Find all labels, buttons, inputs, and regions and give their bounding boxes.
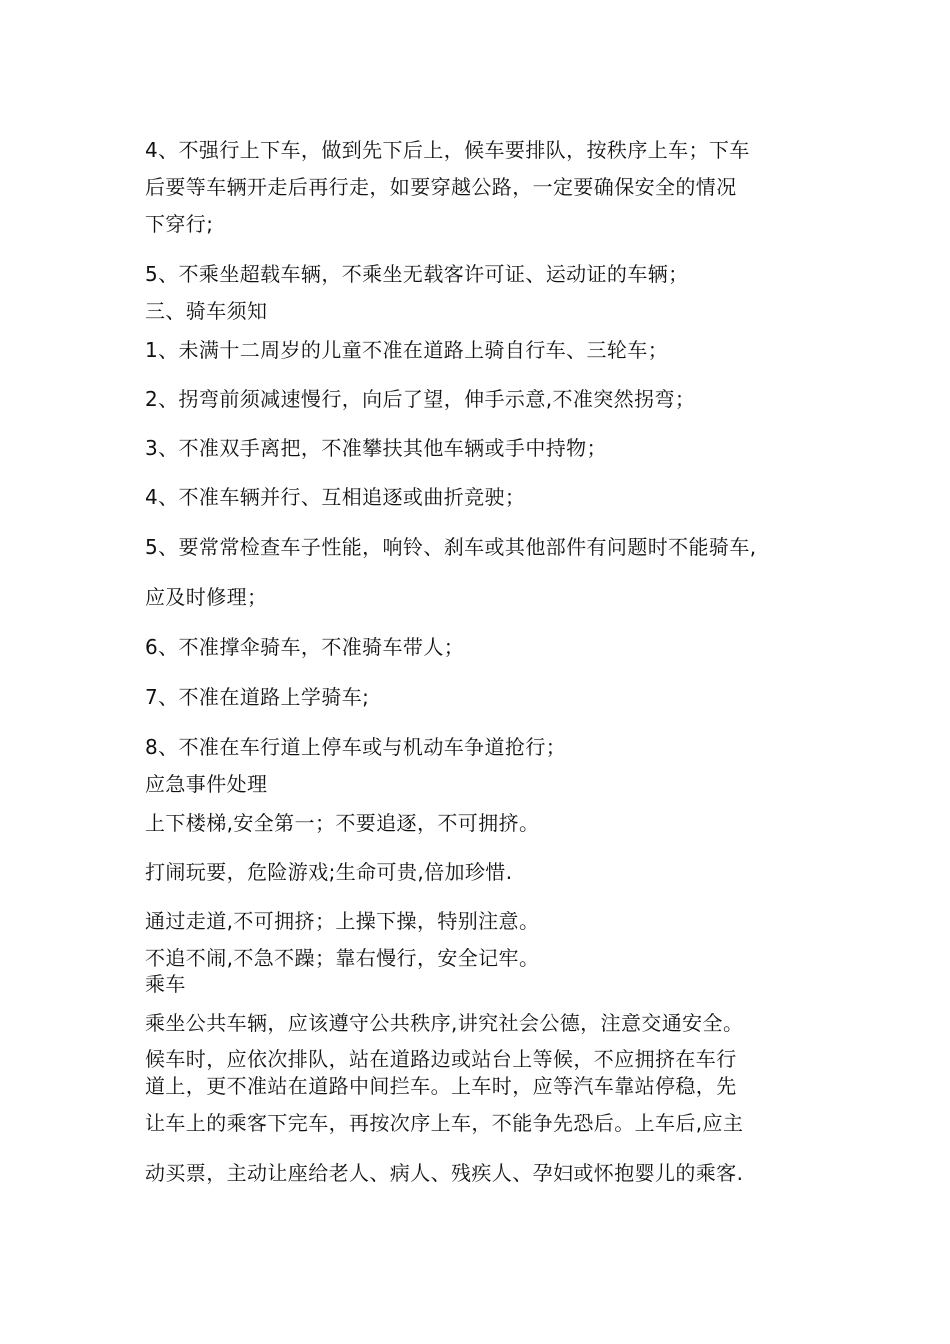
text-line: 4、不强行上下车，做到先下后上，候车要排队，按秩序上车；下车 <box>145 138 750 162</box>
text-line: 上下楼梯,安全第一；不要追逐，不可拥挤。 <box>145 811 540 835</box>
text-line: 不追不闹,不急不躁；靠右慢行，安全记牢。 <box>145 946 540 970</box>
text-line: 下穿行; <box>145 212 214 236</box>
text-line: 动买票，主动让座给老人、病人、残疾人、孕妇或怀抱婴儿的乘客. <box>145 1161 744 1185</box>
text-line: 3、不准双手离把，不准攀扶其他车辆或手中持物； <box>145 436 607 460</box>
text-line: 通过走道,不可拥挤；上操下操，特别注意。 <box>145 909 540 933</box>
text-line: 5、要常常检查车子性能，响铃、刹车或其他部件有问题时不能骑车, <box>145 535 757 559</box>
section-heading: 三、骑车须知 <box>145 299 268 323</box>
text-line: 候车时，应依次排队，站在道路边或站台上等候，不应拥挤在车行 <box>145 1047 737 1071</box>
text-line: 8、不准在车行道上停车或与机动车争道抢行； <box>145 735 567 759</box>
text-line: 让车上的乘客下完车，再按次序上车，不能争先恐后。上车后,应主 <box>145 1111 744 1135</box>
text-line: 道上，更不准站在道路中间拦车。上车时，应等汽车靠站停稳，先 <box>145 1074 737 1098</box>
text-line: 2、拐弯前须减速慢行，向后了望，伸手示意,不准突然拐弯； <box>145 387 696 411</box>
section-heading: 应急事件处理 <box>145 772 268 796</box>
text-line: 后要等车辆开走后再行走，如要穿越公路，一定要确保安全的情况 <box>145 175 737 199</box>
text-line: 乘坐公共车辆，应该遵守公共秩序,讲究社会公德，注意交通安全。 <box>145 1011 744 1035</box>
text-line: 4、不准车辆并行、互相追逐或曲折竞驶； <box>145 485 526 509</box>
text-line: 1、未满十二周岁的儿童不准在道路上骑自行车、三轮车； <box>145 338 669 362</box>
section-heading: 乘车 <box>145 972 186 996</box>
text-line: 6、不准撑伞骑车，不准骑车带人； <box>145 635 465 659</box>
text-line: 5、不乘坐超载车辆，不乘坐无载客许可证、运动证的车辆； <box>145 262 689 286</box>
text-line: 7、不准在道路上学骑车; <box>145 685 370 709</box>
text-line: 应及时修理； <box>145 585 268 609</box>
text-line: 打闹玩要，危险游戏;生命可贵,倍加珍惜. <box>145 860 513 884</box>
